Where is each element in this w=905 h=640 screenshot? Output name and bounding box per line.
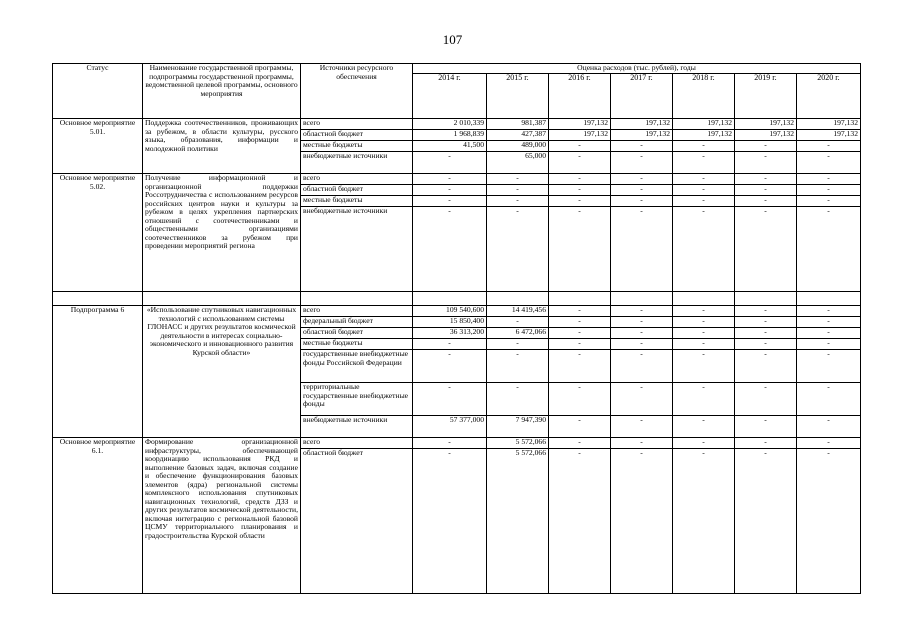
value-cell: 1 968,839 xyxy=(413,130,487,141)
source-cell: всего xyxy=(301,438,413,449)
value-cell: - xyxy=(549,383,611,416)
table-row xyxy=(53,438,861,449)
value-cell: 197,132 xyxy=(549,119,611,130)
name-cell: Получение информационной и организационной поддержки Россотрудничества с использованием ресурсов российских центров науки и культуры за рубежом в целях укрепления партнерских отношений с соотечественниками и общественными организациями соотечественников за рубежом при проведении мероприятий региона xyxy=(143,174,301,292)
value-cell: - xyxy=(611,174,673,185)
table-row xyxy=(53,174,861,185)
value-cell: 109 540,600 xyxy=(413,306,487,317)
value-cell: 14 419,456 xyxy=(487,306,549,317)
value-cell: 197,132 xyxy=(735,119,797,130)
value-cell: - xyxy=(487,383,549,416)
value-cell: 197,132 xyxy=(735,130,797,141)
value-cell: - xyxy=(549,207,611,292)
value-cell: - xyxy=(673,328,735,339)
table-row xyxy=(53,119,861,130)
value-cell: - xyxy=(611,350,673,383)
value-cell: - xyxy=(413,207,487,292)
value-cell: - xyxy=(487,317,549,328)
value-cell: - xyxy=(611,339,673,350)
source-cell: местные бюджеты xyxy=(301,339,413,350)
value-cell: 7 947,390 xyxy=(487,416,549,438)
value-cell: - xyxy=(549,328,611,339)
separator-cell xyxy=(549,292,611,306)
value-cell: 5 572,066 xyxy=(487,438,549,449)
value-cell: - xyxy=(735,141,797,152)
separator-cell xyxy=(611,292,673,306)
page-number: 107 xyxy=(442,32,463,47)
value-cell: - xyxy=(797,328,861,339)
value-cell: - xyxy=(797,207,861,292)
value-cell: - xyxy=(735,449,797,594)
value-cell: - xyxy=(549,185,611,196)
value-cell: 197,132 xyxy=(797,119,861,130)
value-cell: - xyxy=(797,339,861,350)
value-cell: 197,132 xyxy=(673,130,735,141)
value-cell: - xyxy=(611,438,673,449)
value-cell: - xyxy=(673,152,735,174)
value-cell: 197,132 xyxy=(673,119,735,130)
source-cell: внебюджетные источники xyxy=(301,207,413,292)
value-cell: - xyxy=(611,416,673,438)
value-cell: - xyxy=(611,306,673,317)
value-cell: - xyxy=(487,174,549,185)
header-year: 2019 г. xyxy=(735,74,797,119)
value-cell: - xyxy=(797,185,861,196)
separator-cell xyxy=(735,292,797,306)
separator-cell xyxy=(487,292,549,306)
source-cell: всего xyxy=(301,306,413,317)
value-cell: - xyxy=(797,416,861,438)
value-cell: 197,132 xyxy=(611,130,673,141)
value-cell: - xyxy=(487,339,549,350)
value-cell: - xyxy=(735,152,797,174)
value-cell: - xyxy=(797,141,861,152)
value-cell: - xyxy=(797,174,861,185)
value-cell: - xyxy=(735,174,797,185)
value-cell: - xyxy=(549,416,611,438)
value-cell: - xyxy=(797,152,861,174)
status-cell: Основное мероприятие 5.02. xyxy=(53,174,143,292)
value-cell: - xyxy=(487,185,549,196)
value-cell: - xyxy=(673,174,735,185)
value-cell: - xyxy=(797,306,861,317)
value-cell: 15 850,400 xyxy=(413,317,487,328)
value-cell: 65,000 xyxy=(487,152,549,174)
value-cell: - xyxy=(797,196,861,207)
header-year: 2016 г. xyxy=(549,74,611,119)
value-cell: - xyxy=(549,174,611,185)
header-estimate: Оценка расходов (тыс. рублей), годы xyxy=(413,64,861,74)
table-body xyxy=(53,119,861,594)
value-cell: - xyxy=(549,196,611,207)
budget-table xyxy=(52,63,861,594)
header-year: 2015 г. xyxy=(487,74,549,119)
value-cell: - xyxy=(549,339,611,350)
value-cell: - xyxy=(673,196,735,207)
value-cell: - xyxy=(673,207,735,292)
value-cell: - xyxy=(413,339,487,350)
value-cell: - xyxy=(611,196,673,207)
separator-cell xyxy=(53,292,143,306)
value-cell: - xyxy=(611,152,673,174)
separator-row xyxy=(53,292,861,306)
value-cell: 6 472,066 xyxy=(487,328,549,339)
value-cell: - xyxy=(735,416,797,438)
value-cell: 427,387 xyxy=(487,130,549,141)
source-cell: внебюджетные источники xyxy=(301,152,413,174)
value-cell: - xyxy=(549,350,611,383)
header-name: Наименование государственной программы, подпрограммы государственной программы, ведомственной целевой программы, основного мероприятия xyxy=(143,64,301,119)
value-cell: - xyxy=(797,383,861,416)
value-cell: - xyxy=(673,306,735,317)
source-cell: государственные внебюджетные фонды Российской Федерации xyxy=(301,350,413,383)
value-cell: - xyxy=(735,350,797,383)
value-cell: - xyxy=(413,350,487,383)
value-cell: - xyxy=(735,306,797,317)
source-cell: всего xyxy=(301,119,413,130)
value-cell: - xyxy=(413,174,487,185)
value-cell: - xyxy=(735,207,797,292)
value-cell: - xyxy=(413,383,487,416)
separator-cell xyxy=(413,292,487,306)
value-cell: - xyxy=(797,438,861,449)
value-cell: - xyxy=(413,152,487,174)
value-cell: - xyxy=(735,196,797,207)
value-cell: 57 377,000 xyxy=(413,416,487,438)
value-cell: - xyxy=(611,141,673,152)
value-cell: 489,000 xyxy=(487,141,549,152)
value-cell: - xyxy=(611,185,673,196)
value-cell: - xyxy=(673,416,735,438)
source-cell: местные бюджеты xyxy=(301,196,413,207)
value-cell: 197,132 xyxy=(797,130,861,141)
value-cell: - xyxy=(673,317,735,328)
source-cell: всего xyxy=(301,174,413,185)
value-cell: - xyxy=(611,328,673,339)
table-row xyxy=(53,306,861,317)
value-cell: - xyxy=(735,328,797,339)
value-cell: - xyxy=(735,438,797,449)
source-cell: территориальные государственные внебюджетные фонды xyxy=(301,383,413,416)
status-cell: Основное мероприятие 5.01. xyxy=(53,119,143,174)
value-cell: - xyxy=(673,449,735,594)
value-cell: - xyxy=(797,350,861,383)
value-cell: - xyxy=(549,306,611,317)
value-cell: - xyxy=(673,185,735,196)
value-cell: - xyxy=(549,317,611,328)
value-cell: - xyxy=(797,317,861,328)
source-cell: местные бюджеты xyxy=(301,141,413,152)
value-cell: - xyxy=(735,317,797,328)
value-cell: - xyxy=(611,317,673,328)
status-cell: Подпрограмма 6 xyxy=(53,306,143,438)
value-cell: 197,132 xyxy=(549,130,611,141)
value-cell: 2 010,339 xyxy=(413,119,487,130)
source-cell: федеральный бюджет xyxy=(301,317,413,328)
value-cell: - xyxy=(549,438,611,449)
source-cell: областной бюджет xyxy=(301,130,413,141)
value-cell: - xyxy=(611,383,673,416)
header-year: 2014 г. xyxy=(413,74,487,119)
source-cell: внебюджетные источники xyxy=(301,416,413,438)
header-year: 2020 г. xyxy=(797,74,861,119)
value-cell: - xyxy=(735,185,797,196)
value-cell: - xyxy=(413,196,487,207)
separator-cell xyxy=(673,292,735,306)
header-sources: Источники ресурсного обеспечения xyxy=(301,64,413,119)
name-cell: Поддержка соотечественников, проживающих за рубежом, в области культуры, русского языка, образования, информации и молодежной политики xyxy=(143,119,301,174)
source-cell: областной бюджет xyxy=(301,328,413,339)
header-status: Статус xyxy=(53,64,143,119)
separator-cell xyxy=(301,292,413,306)
value-cell: 41,500 xyxy=(413,141,487,152)
header-year: 2018 г. xyxy=(673,74,735,119)
value-cell: - xyxy=(549,449,611,594)
value-cell: - xyxy=(487,196,549,207)
value-cell: - xyxy=(413,438,487,449)
value-cell: - xyxy=(413,185,487,196)
value-cell: - xyxy=(611,449,673,594)
value-cell: 36 313,200 xyxy=(413,328,487,339)
separator-cell xyxy=(797,292,861,306)
value-cell: - xyxy=(735,383,797,416)
value-cell: - xyxy=(611,207,673,292)
value-cell: 5 572,066 xyxy=(487,449,549,594)
value-cell: - xyxy=(797,449,861,594)
value-cell: - xyxy=(673,350,735,383)
value-cell: 981,387 xyxy=(487,119,549,130)
value-cell: 197,132 xyxy=(611,119,673,130)
value-cell: - xyxy=(673,339,735,350)
value-cell: - xyxy=(549,141,611,152)
source-cell: областной бюджет xyxy=(301,185,413,196)
value-cell: - xyxy=(673,383,735,416)
value-cell: - xyxy=(413,449,487,594)
value-cell: - xyxy=(673,141,735,152)
value-cell: - xyxy=(487,350,549,383)
status-cell: Основное мероприятие 6.1. xyxy=(53,438,143,594)
value-cell: - xyxy=(487,207,549,292)
name-cell: Формирование организационной инфраструктуры, обеспечивающей координацию использования РКД и выполнение базовых задач, включая создание и обеспечение функционирования базовых элементов (ядра) региональной системы комплексного использования спутниковых навигационных технологий, средств ДЗЗ и других результатов космической деятельности, включая интеграцию с региональной базовой ЦСМУ территориального планирования и градостроительства Курской области xyxy=(143,438,301,594)
source-cell: областной бюджет xyxy=(301,449,413,594)
name-cell: «Использование спутниковых навигационных технологий с использованием системы ГЛОНАСС и других результатов космической деятельности в интересах социально-экономического и инновационного развития Курской области» xyxy=(143,306,301,438)
header-year: 2017 г. xyxy=(611,74,673,119)
value-cell: - xyxy=(735,339,797,350)
separator-cell xyxy=(143,292,301,306)
value-cell: - xyxy=(673,438,735,449)
value-cell: - xyxy=(549,152,611,174)
